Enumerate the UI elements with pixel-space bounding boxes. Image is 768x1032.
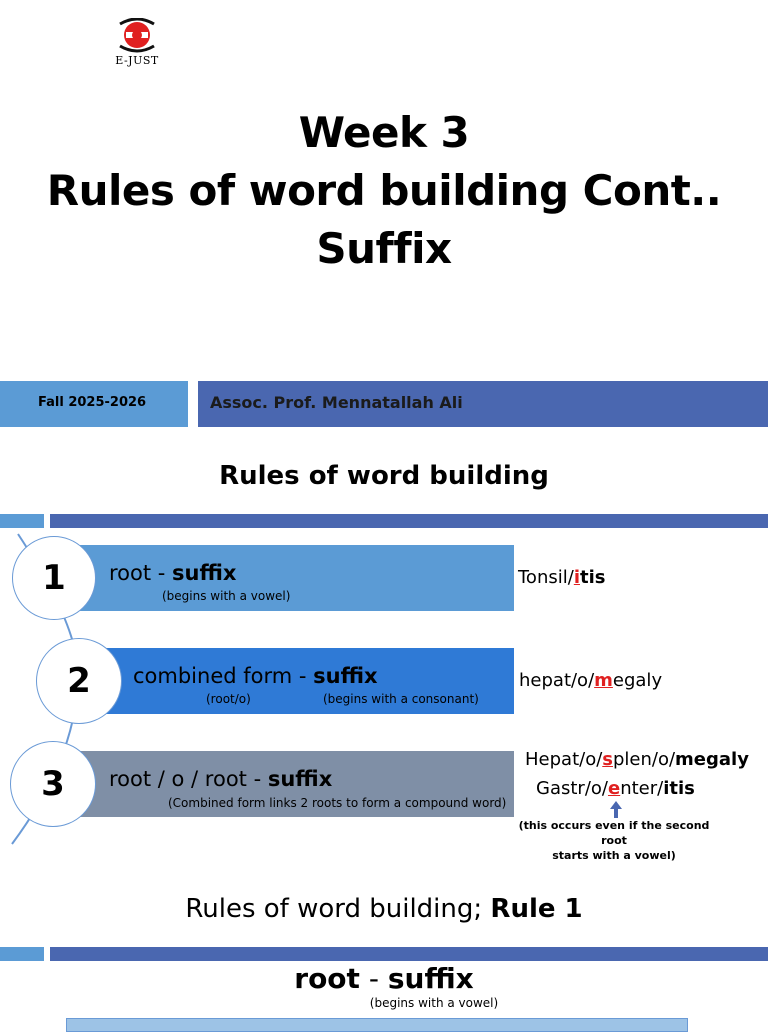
rule-2-text	[133, 664, 378, 688]
rule-3-ex2-mid: nter/	[620, 778, 664, 799]
title-subtopic: Suffix	[316, 224, 452, 273]
rule-3-text	[109, 767, 332, 791]
rule-3-plain: root / o / root -	[109, 767, 268, 791]
divider-large-2	[50, 947, 768, 961]
rule-2-box	[92, 648, 514, 714]
rule-2-example	[519, 670, 662, 691]
section-heading-rules: Rules of word building	[219, 461, 549, 491]
rule-3-ex1-red: s	[602, 749, 613, 770]
rule-1-detail-suffix: suffix	[387, 962, 474, 995]
rule-1-box	[60, 545, 514, 611]
rule-1-ex-red: i	[573, 567, 580, 588]
section-heading-rule-1	[0, 894, 768, 924]
rule-3-footnote-line-2: starts with a vowel)	[552, 848, 676, 862]
rule-3-footnote	[508, 819, 720, 864]
rule-1-detail-note: (begins with a vowel)	[369, 996, 499, 1010]
divider-small	[0, 514, 44, 528]
divider-large	[50, 514, 768, 528]
rule-2-plain: combined form -	[133, 664, 314, 688]
rule-3-ex1-pre: Hepat/o/	[525, 749, 603, 770]
rule-3-bold: suffix	[267, 767, 333, 791]
term-label: Fall 2025-2026	[38, 395, 147, 410]
rule-1-example	[518, 567, 605, 588]
rule-1-detail-title	[0, 962, 768, 995]
logo-text: E-JUST	[115, 54, 159, 67]
rule-1-plain: root -	[109, 561, 173, 585]
rule-3-ex2-red: e	[607, 778, 621, 799]
rule-3-ex2-pre: Gastr/o/	[536, 778, 608, 799]
section-2-bold: Rule 1	[490, 894, 583, 924]
rule-3-ex2-post: itis	[663, 778, 695, 799]
rule-3-example-1	[525, 749, 749, 770]
rule-1-note: (begins with a vowel)	[162, 589, 291, 603]
rule-3-ex1-mid: plen/o/	[612, 749, 676, 770]
divider-small-2	[0, 947, 44, 961]
rule-1-ex-post: tis	[579, 567, 606, 588]
rule-1-detail-dash: -	[359, 962, 388, 995]
rule-1-detail-box	[66, 1018, 688, 1032]
rule-2-note-a: (root/o)	[206, 692, 251, 706]
rule-2-number: 2	[36, 638, 122, 724]
instructor-name: Assoc. Prof. Mennatallah Ali	[210, 393, 463, 412]
instructor-banner	[198, 381, 768, 427]
rule-2-ex-pre: hepat/o/	[519, 670, 595, 691]
rule-2-bold: suffix	[313, 664, 378, 688]
rule-2-ex-red: m	[594, 670, 613, 691]
term-banner	[0, 381, 188, 427]
rule-1-detail-root: root	[294, 962, 360, 995]
e-just-logo	[104, 18, 170, 70]
rule-2-ex-post: egaly	[612, 670, 663, 691]
rule-2-note-b: (begins with a consonant)	[323, 692, 479, 706]
logo-emblem-icon	[104, 18, 170, 58]
rule-1-number: 1	[12, 536, 96, 620]
rule-3-footnote-line-1: (this occurs even if the second root	[518, 819, 710, 847]
rule-3-number: 3	[10, 741, 96, 827]
rule-3-ex1-post: megaly	[675, 749, 749, 770]
rule-3-note: (Combined form links 2 roots to form a compound word)	[168, 796, 507, 810]
rule-3-box	[60, 751, 514, 817]
title-topic: Rules of word building Cont..	[46, 166, 722, 215]
rule-1-bold: suffix	[172, 561, 237, 585]
up-arrow-icon	[609, 801, 623, 819]
rule-1-ex-pre: Tonsil/	[518, 567, 574, 588]
rule-1-text	[109, 561, 236, 585]
title-week: Week 3	[298, 108, 470, 157]
rule-3-example-2	[536, 778, 695, 799]
section-2-plain: Rules of word building;	[185, 894, 491, 924]
